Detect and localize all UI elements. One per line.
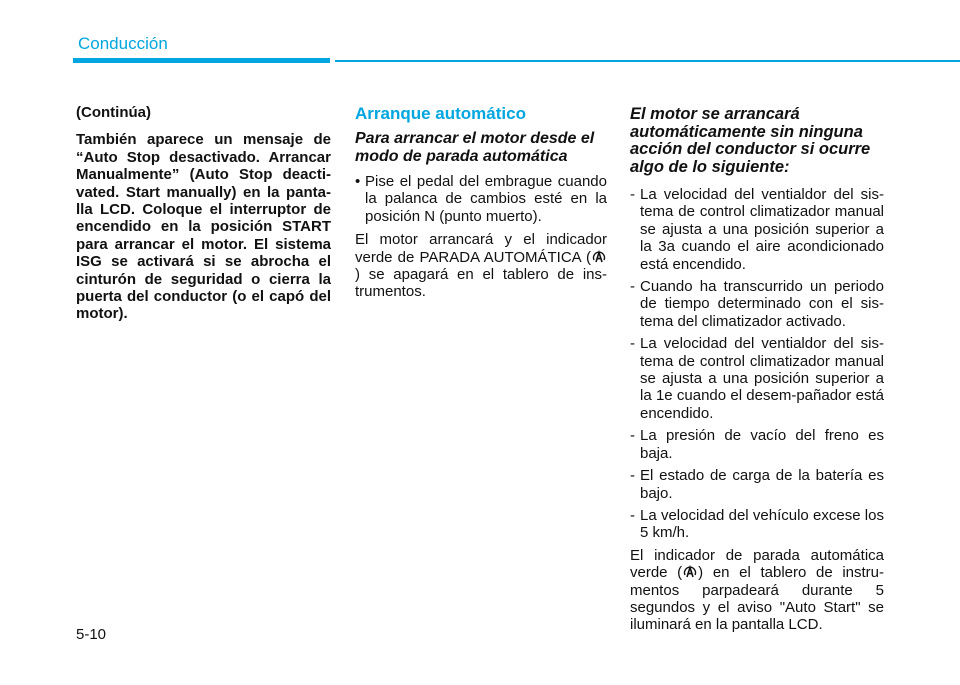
indicator-text-end: ) se apagará en el tablero de ins-trumentos.: [355, 266, 607, 301]
column-right: [630, 98, 884, 640]
bullet-text: Pise el pedal del embrague cuando la palanca de cambios esté en la posición N (punto muerto).: [365, 173, 607, 225]
lcd-message-paragraph: También aparece un mensaje de “Auto Stop desactivado. Arrancar Manualmente” (Auto Stop deacti-vated. Start manually) en la panta-lla LCD. Coloque el interruptor de encendido en la posición START para arrancar el motor. El sistema ISG se activará si se abrocha el cinturón de seguridad o cierra la puerta del conductor (o el capó del motor).: [76, 131, 331, 323]
list-item-text: El estado de carga de la batería es bajo.: [640, 467, 884, 502]
auto-start-heading: Arranque automático: [355, 104, 526, 123]
column-left: [76, 98, 331, 323]
list-item: [630, 278, 884, 330]
list-item: [630, 427, 884, 462]
dash-mark: -: [630, 467, 635, 485]
list-item: [630, 507, 884, 542]
auto-start-subheading: Para arrancar el motor desde el modo de parada automática: [355, 130, 595, 165]
dash-mark: -: [630, 278, 635, 296]
blink-indicator-paragraph: [630, 547, 884, 634]
list-item-text: La velocidad del ventialdor del sis-tema de control climatizador manual se ajusta a una posición superior a la 3a cuando el aire acondicionado está encendido.: [640, 186, 884, 273]
list-item-text: Cuando ha transcurrido un periodo de tiempo determinado con el sis-tema del climatizador activado.: [640, 278, 884, 330]
conditions-heading: El motor se arrancará automáticamente sin ninguna acción del conductor si ocurre algo de lo siguiente:: [630, 105, 871, 176]
list-item: [630, 335, 884, 422]
continued-label: (Continúa): [76, 104, 151, 121]
page-number: 5-10: [76, 626, 107, 643]
list-item: [355, 173, 607, 225]
blink-text-end: ) en el tablero de instru-mentos parpadeará durante 5 segundos y el aviso "Auto Start" se iluminará en la pantalla LCD.: [630, 564, 884, 634]
auto-stop-a-icon: [683, 564, 697, 578]
column-middle: [355, 98, 607, 307]
list-item-text: La velocidad del vehículo excese los 5 km/h.: [640, 506, 884, 542]
blink-text-start: El indicador de parada automática verde (: [630, 546, 884, 582]
dash-mark: -: [630, 186, 635, 203]
section-title: Conducción: [78, 34, 168, 53]
dash-mark: -: [630, 427, 635, 445]
list-item-text: La presión de vacío del freno es baja.: [640, 427, 884, 462]
dash-mark: -: [630, 335, 635, 353]
header-rule-thin: [335, 60, 960, 62]
auto-stop-a-icon: [592, 249, 606, 263]
indicator-paragraph: [355, 231, 607, 301]
header-rule-thick: [73, 58, 330, 63]
bullet-mark: •: [355, 173, 361, 190]
list-item: [630, 467, 884, 502]
list-item: [630, 186, 884, 273]
dash-mark: -: [630, 506, 635, 524]
indicator-text-start: El motor arrancará y el indicador verde de PARADA AUTOMÁTICA (: [355, 231, 607, 266]
list-item-text: La velocidad del ventialdor del sis-tema de control climatizador manual se ajusta a una posición superior a la 1e cuando el desem-pañador está encendido.: [640, 335, 884, 422]
